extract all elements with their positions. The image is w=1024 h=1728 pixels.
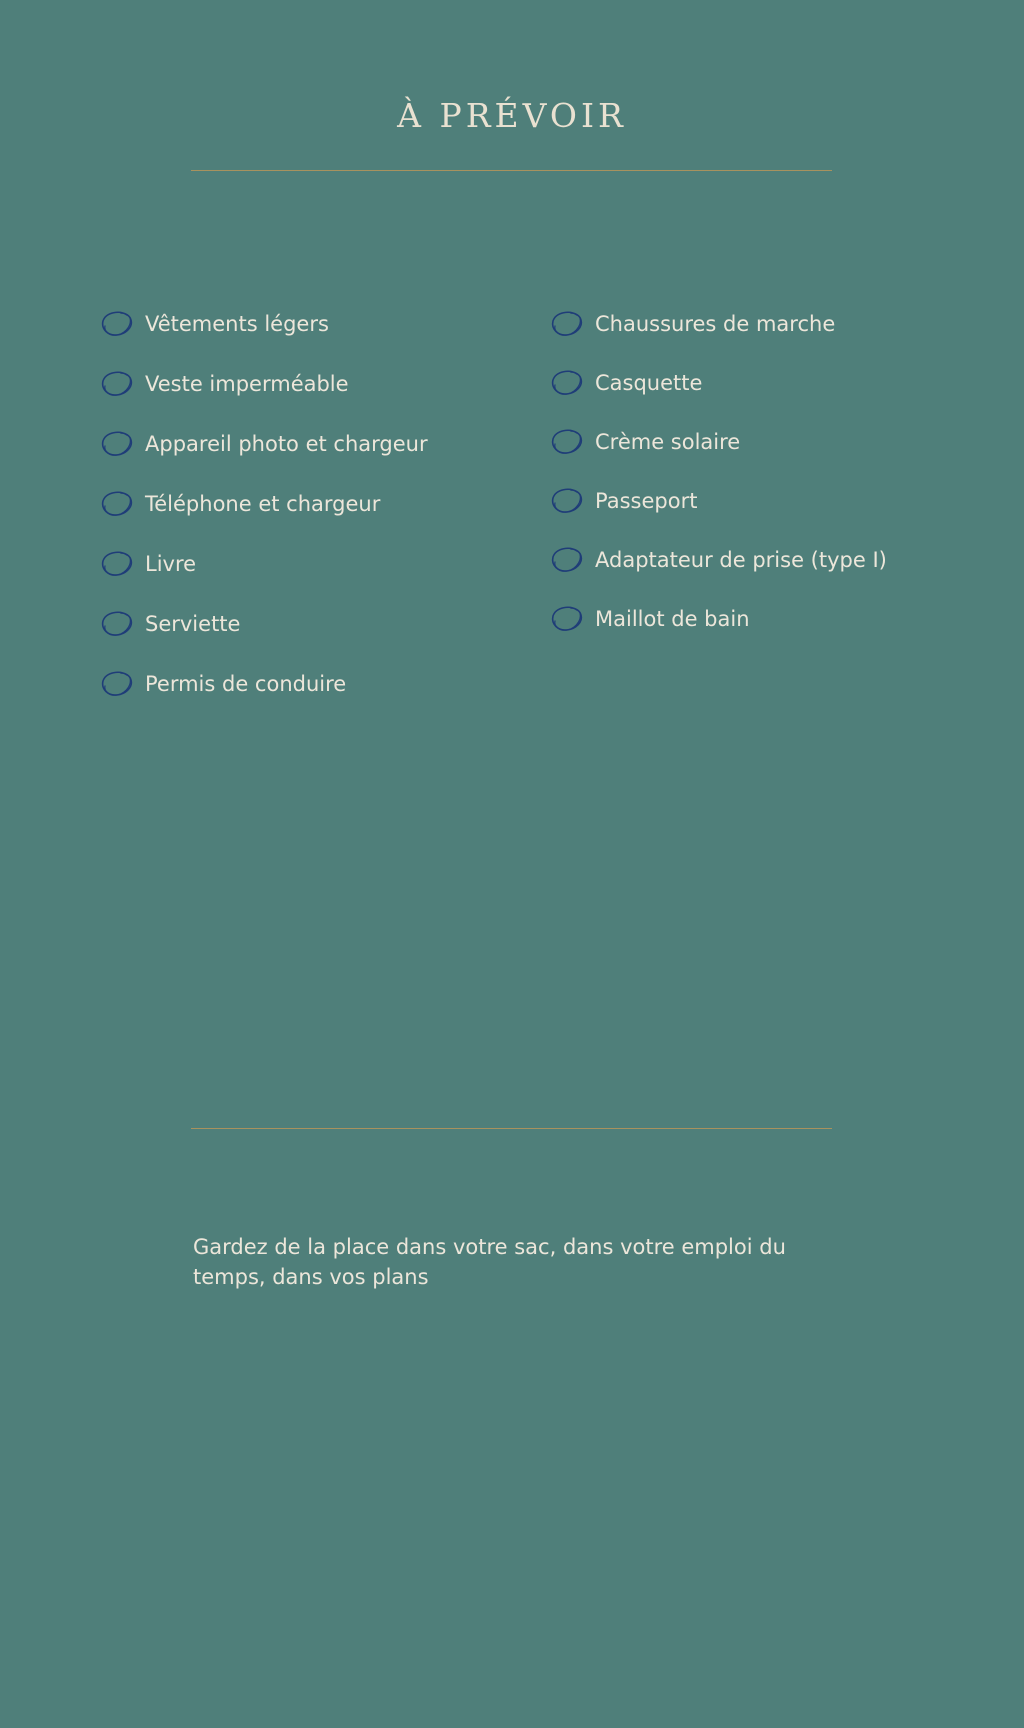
- checklist-item[interactable]: [550, 364, 887, 423]
- checklist-item-label: Adaptateur de prise (type I): [595, 548, 887, 572]
- checklist-left-column: [100, 305, 428, 725]
- hand-drawn-circle-icon[interactable]: [550, 486, 584, 516]
- bottom-divider: [191, 1128, 832, 1129]
- checklist-item-label: Permis de conduire: [145, 672, 347, 696]
- checklist-item-label: Maillot de bain: [595, 607, 750, 631]
- hand-drawn-circle-icon[interactable]: [100, 369, 134, 399]
- checklist-item[interactable]: [550, 600, 887, 659]
- closing-quote: Gardez de la place dans votre sac, dans votre emploi du temps, dans vos plans: [193, 1235, 786, 1289]
- checklist-item[interactable]: [550, 541, 887, 600]
- hand-drawn-circle-icon[interactable]: [550, 427, 584, 457]
- checklist-item-label: Chaussures de marche: [595, 312, 836, 336]
- checklist-item-label: Veste imperméable: [145, 372, 349, 396]
- hand-drawn-circle-icon[interactable]: [100, 549, 134, 579]
- hand-drawn-circle-icon[interactable]: [100, 669, 134, 699]
- checklist-item[interactable]: [100, 425, 428, 485]
- checklist-item-label: Passeport: [595, 489, 698, 513]
- hand-drawn-circle-icon[interactable]: [550, 545, 584, 575]
- checklist-item-label: Vêtements légers: [145, 312, 329, 336]
- checklist-item[interactable]: [100, 545, 428, 605]
- hand-drawn-circle-icon[interactable]: [100, 489, 134, 519]
- checklist-item-label: Crème solaire: [595, 430, 741, 454]
- hand-drawn-circle-icon[interactable]: [550, 604, 584, 634]
- hand-drawn-circle-icon[interactable]: [100, 429, 134, 459]
- checklist-item-label: Appareil photo et chargeur: [145, 432, 428, 456]
- checklist-item[interactable]: [550, 482, 887, 541]
- checklist-item[interactable]: [100, 305, 428, 365]
- checklist-item-label: Serviette: [145, 612, 241, 636]
- top-divider: [191, 170, 832, 171]
- checklist-item[interactable]: [550, 423, 887, 482]
- hand-drawn-circle-icon[interactable]: [550, 368, 584, 398]
- checklist-right-column: [550, 305, 887, 659]
- checklist-item[interactable]: [100, 665, 428, 725]
- checklist-item[interactable]: [100, 485, 428, 545]
- hand-drawn-circle-icon[interactable]: [100, 609, 134, 639]
- checklist-item[interactable]: [100, 365, 428, 425]
- checklist-item-label: Téléphone et chargeur: [145, 492, 381, 516]
- page-title: À PRÉVOIR: [397, 96, 627, 135]
- checklist-item[interactable]: [550, 305, 887, 364]
- hand-drawn-circle-icon[interactable]: [100, 309, 134, 339]
- checklist-item[interactable]: [100, 605, 428, 665]
- checklist-item-label: Livre: [145, 552, 197, 576]
- checklist-item-label: Casquette: [595, 371, 703, 395]
- hand-drawn-circle-icon[interactable]: [550, 309, 584, 339]
